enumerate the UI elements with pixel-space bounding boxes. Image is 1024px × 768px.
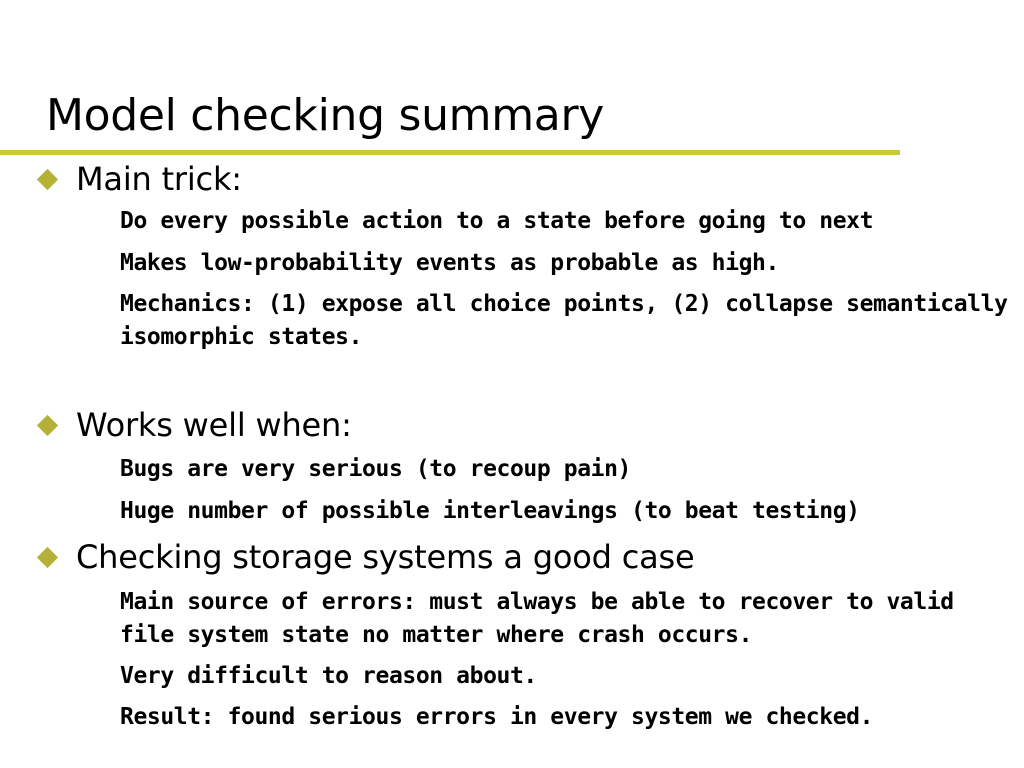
diamond-bullet-icon — [37, 547, 58, 568]
slide-title: Model checking summary — [46, 90, 604, 141]
sub-item: Mechanics: (1) expose all choice points, (2) collapse semantically isomorphic states. — [120, 291, 1008, 350]
bullet-heading: Checking storage systems a good case — [76, 538, 695, 576]
sub-item: Result: found serious errors in every system we checked. — [120, 704, 874, 730]
sub-item: Huge number of possible interleavings (to beat testing) — [120, 498, 860, 524]
sub-item: Main source of errors: must always be able to recover to valid file system state no matter where crash occurs. — [120, 589, 954, 648]
sub-item: Very difficult to reason about. — [120, 663, 537, 689]
sub-item: Bugs are very serious (to recoup pain) — [120, 456, 631, 482]
diamond-bullet-icon — [37, 169, 58, 190]
diamond-bullet-icon — [37, 415, 58, 436]
sub-item: Makes low-probability events as probable as high. — [120, 250, 779, 276]
sub-item: Do every possible action to a state before going to next — [120, 208, 874, 234]
title-underline — [0, 150, 900, 155]
bullet-heading: Main trick: — [76, 160, 242, 198]
bullet-heading: Works well when: — [76, 406, 352, 444]
